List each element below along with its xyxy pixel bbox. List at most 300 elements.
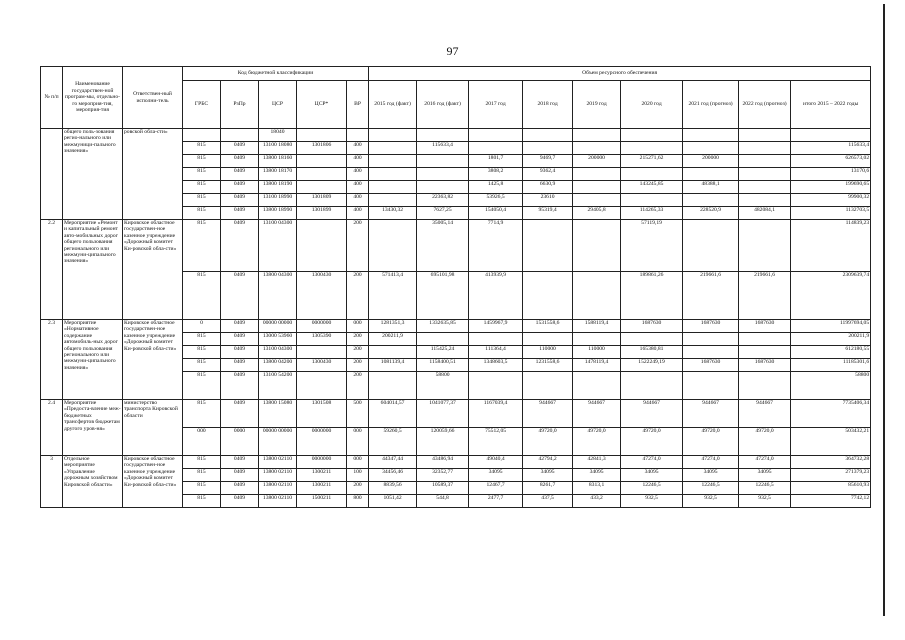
year-value-cell: 75512,05 [469,428,523,456]
year-value-cell: 154050,4 [469,207,523,220]
code-csr-cell: 13100 18080 [259,142,297,155]
code-rzpr-cell: 0409 [221,456,259,469]
code-vr-cell: 500 [347,400,369,428]
total-value-cell: 58800 [791,372,871,400]
code-csr-cell: 13100 54200 [259,372,297,400]
year-value-cell [573,129,621,142]
code-csr-cell: 13800 15080 [259,400,297,428]
year-value-cell: 1687630 [739,320,791,333]
year-value-cell [573,194,621,207]
year-value-cell [739,346,791,359]
page-number: 97 [446,44,459,58]
year-value-cell: 944667 [621,400,683,428]
year-value-cell: 143245,85 [621,181,683,194]
year-value-cell: 8839,56 [369,482,417,495]
year-value-cell: 1425,8 [469,181,523,194]
year-value-cell: 413939,9 [469,272,523,320]
code-grbs-cell: 815 [183,456,221,469]
year-value-cell [621,194,683,207]
year-value-cell [417,181,469,194]
total-value-cell: 200211,9 [791,333,871,346]
section-no-cell: 2.3 [41,320,63,400]
code-vr-cell: 400 [347,168,369,181]
year-value-cell: 34095 [683,469,739,482]
code-rzpr-cell: 0409 [221,194,259,207]
year-value-cell: 29405,8 [573,207,621,220]
header-grbs: ГРБС [183,81,221,129]
header-year-2021: 2021 год (прогноз) [683,81,739,129]
year-value-cell: 49720,0 [739,428,791,456]
code-csr2-cell [297,155,347,168]
code-vr-cell: 200 [347,346,369,359]
year-value-cell: 1522249,19 [621,359,683,372]
year-value-cell: 49720,0 [573,428,621,456]
header-year-2017: 2017 год [469,81,523,129]
section-name-cell: общего поль-зования регио-нального или межмуници-пального значения» [63,129,123,220]
year-value-cell: 10589,37 [417,482,469,495]
year-value-cell: 12246,5 [739,482,791,495]
year-value-cell [469,129,523,142]
header-number: № п/п [41,67,63,129]
code-csr2-cell [297,346,347,359]
year-value-cell [573,333,621,346]
code-csr-cell: 18040 [259,129,297,142]
code-csr-cell: 13800 02110 [259,482,297,495]
year-value-cell: 34095 [621,469,683,482]
table-row [41,129,871,142]
total-value-cell: 503432,21 [791,428,871,456]
table-body [41,129,871,508]
year-value-cell: 114265,33 [621,207,683,220]
year-value-cell [369,346,417,359]
year-value-cell: 944667 [683,400,739,428]
year-value-cell: 43486,94 [417,456,469,469]
code-vr-cell: 400 [347,194,369,207]
code-grbs-cell: 815 [183,469,221,482]
year-value-cell: 12467,7 [469,482,523,495]
year-value-cell: 219661,6 [739,272,791,320]
header-budget-code-group: Код бюджетной классификации [183,67,369,81]
year-value-cell: 1348603,5 [469,359,523,372]
code-vr-cell: 000 [347,428,369,456]
year-value-cell: 53926,5 [469,194,523,207]
code-csr-cell: 13100 04300 [259,220,297,272]
year-value-cell [469,372,523,400]
code-grbs-cell: 815 [183,346,221,359]
code-csr2-cell: 0000000 [297,428,347,456]
year-value-cell: 9469,7 [523,155,573,168]
year-value-cell: 695101,98 [417,272,469,320]
code-csr2-cell [297,181,347,194]
year-value-cell: 437,5 [523,495,573,508]
code-csr2-cell: 0000000 [297,320,347,333]
year-value-cell [369,194,417,207]
year-value-cell [573,220,621,272]
code-csr-cell: 13800 18170 [259,168,297,181]
year-value-cell: 482084,1 [739,207,791,220]
year-value-cell: 47274,0 [621,456,683,469]
year-value-cell: 49720,0 [621,428,683,456]
year-value-cell [739,168,791,181]
year-value-cell [683,129,739,142]
year-value-cell: 165380,81 [621,346,683,359]
header-year-2015: 2015 год (факт) [369,81,417,129]
code-csr2-cell [297,220,347,272]
year-value-cell: 189861,26 [621,272,683,320]
section-resp-cell: Кировское областное государствен-ное казенное учреждение «Дорожный комитет Ки-ровской обла-сти» [123,320,183,400]
code-grbs-cell: 815 [183,333,221,346]
year-value-cell: 34095 [469,469,523,482]
year-value-cell: 42841,3 [573,456,621,469]
total-value-cell: 2309639,74 [791,272,871,320]
total-value-cell: 114839,23 [791,220,871,272]
total-value-cell: 7735406,34 [791,400,871,428]
code-csr2-cell: 1301508 [297,400,347,428]
code-csr2-cell: 1301806 [297,142,347,155]
header-year-2019: 2019 год [573,81,621,129]
year-value-cell: 932,5 [621,495,683,508]
code-grbs-cell: 0 [183,320,221,333]
year-value-cell [523,272,573,320]
year-value-cell: 115633,4 [417,142,469,155]
section-no-cell: 2.2 [41,220,63,320]
year-value-cell: 34095 [573,469,621,482]
code-csr-cell: 13100 18990 [259,194,297,207]
code-csr2-cell: 0000000 [297,456,347,469]
year-value-cell: 111364,4 [469,346,523,359]
code-grbs-cell: 815 [183,194,221,207]
section-resp-cell: министерство транспорта Кировской области [123,400,183,456]
table-row [41,456,871,469]
year-value-cell: 95319,4 [523,207,573,220]
code-rzpr-cell: 0409 [221,320,259,333]
year-value-cell: 34095 [739,469,791,482]
table-row [41,220,871,272]
header-rzpr: РзПр [221,81,259,129]
year-value-cell: 8261,7 [523,482,573,495]
year-value-cell [523,372,573,400]
total-value-cell: 7742,12 [791,495,871,508]
table-row [41,320,871,333]
total-value-cell: 13170,6 [791,168,871,181]
year-value-cell: 1531558,6 [523,320,573,333]
year-value-cell: 219661,6 [683,272,739,320]
year-value-cell [523,129,573,142]
year-value-cell: 7714,9 [469,220,523,272]
code-grbs-cell: 815 [183,400,221,428]
code-rzpr-cell: 0409 [221,207,259,220]
year-value-cell: 47274,0 [683,456,739,469]
year-value-cell: 1687630 [683,359,739,372]
year-value-cell [739,372,791,400]
year-value-cell: 42794,2 [523,456,573,469]
year-value-cell: 1167039,4 [469,400,523,428]
year-value-cell: 34456,46 [369,469,417,482]
year-value-cell: 1281351,3 [369,320,417,333]
year-value-cell [369,372,417,400]
section-name-cell: Мероприятие «Предоста-вление меж-бюджетных трансфертов бюджетам другого уров-ня» [63,400,123,456]
year-value-cell: 1051,42 [369,495,417,508]
year-value-cell: 34095 [523,469,573,482]
year-value-cell [523,220,573,272]
code-csr2-cell [297,168,347,181]
year-value-cell [417,168,469,181]
year-value-cell: 1588119,4 [573,320,621,333]
year-value-cell [621,372,683,400]
year-value-cell [369,168,417,181]
total-value-cell: 612180,55 [791,346,871,359]
section-name-cell: Мероприятие «Нормативное содержание автомобиль-ных дорог общего пользования регионального или межмуни-ципального значения» [63,320,123,400]
header-year-2016: 2016 год (факт) [417,81,469,129]
code-vr-cell: 400 [347,207,369,220]
code-csr-cell: 00000 00000 [259,428,297,456]
section-name-cell: Отдельное мероприятие «Управление дорожным хозяйством Кировской области» [63,456,123,508]
year-value-cell [523,333,573,346]
year-value-cell: 7627,25 [417,207,469,220]
year-value-cell [739,129,791,142]
year-value-cell [739,194,791,207]
code-vr-cell: 400 [347,142,369,155]
code-csr-cell: 13800 04200 [259,359,297,372]
code-csr-cell: 13100 04300 [259,346,297,359]
code-grbs-cell: 815 [183,495,221,508]
year-value-cell: 47274,0 [739,456,791,469]
code-grbs-cell [183,129,221,142]
code-rzpr-cell: 0409 [221,333,259,346]
code-grbs-cell: 815 [183,220,221,272]
code-csr-cell: 13800 02110 [259,469,297,482]
year-value-cell [369,220,417,272]
table-header [41,67,871,129]
year-value-cell: 12246,5 [621,482,683,495]
year-value-cell [621,142,683,155]
code-rzpr-cell: 0409 [221,469,259,482]
page-edge-line [883,4,885,616]
code-vr-cell: 200 [347,372,369,400]
year-value-cell: 58800 [417,372,469,400]
year-value-cell: 35005,14 [417,220,469,272]
year-value-cell: 1687630 [739,359,791,372]
year-value-cell [523,142,573,155]
code-vr-cell: 000 [347,456,369,469]
total-value-cell: 11185301,6 [791,359,871,372]
code-vr-cell: 200 [347,482,369,495]
year-value-cell: 944667 [573,400,621,428]
year-value-cell: 6630,9 [523,181,573,194]
code-vr-cell: 200 [347,333,369,346]
header-vr: ВР [347,81,369,129]
year-value-cell: 1459967,9 [469,320,523,333]
year-value-cell [683,333,739,346]
year-value-cell [683,168,739,181]
header-resource-volume-group: Объем ресурсного обеспечения [369,67,871,81]
header-year-2018: 2018 год [523,81,573,129]
year-value-cell: 44347,44 [369,456,417,469]
code-vr-cell: 200 [347,272,369,320]
year-value-cell: 200000 [573,155,621,168]
code-csr-cell: 13800 18990 [259,207,297,220]
header-total: итого 2015 – 2022 годы [791,81,871,129]
year-value-cell: 544,8 [417,495,469,508]
header-year-2020: 2020 год [621,81,683,129]
code-rzpr-cell [221,129,259,142]
total-value-cell: 271379,23 [791,469,871,482]
code-grbs-cell: 815 [183,155,221,168]
year-value-cell [621,333,683,346]
total-value-cell: 115633,4 [791,142,871,155]
year-value-cell: 57119,19 [621,220,683,272]
year-value-cell [417,155,469,168]
year-value-cell: 12246,5 [683,482,739,495]
year-value-cell: 2477,7 [469,495,523,508]
year-value-cell: 944667 [739,400,791,428]
year-value-cell: 22363,82 [417,194,469,207]
section-resp-cell: Кировское областное государствен-ное казенное учреждение «Дорожный комитет Ки-ровской обла-сти» [123,456,183,508]
code-rzpr-cell: 0409 [221,400,259,428]
total-value-cell [791,129,871,142]
year-value-cell: 120059,66 [417,428,469,456]
year-value-cell [621,168,683,181]
table-row [41,400,871,428]
section-no-cell [41,129,63,220]
code-vr-cell: 000 [347,320,369,333]
year-value-cell: 59260,5 [369,428,417,456]
code-rzpr-cell: 0409 [221,482,259,495]
code-grbs-cell: 000 [183,428,221,456]
year-value-cell [469,142,523,155]
code-grbs-cell: 815 [183,181,221,194]
code-vr-cell: 200 [347,359,369,372]
code-rzpr-cell: 0409 [221,372,259,400]
year-value-cell: 23610 [523,194,573,207]
total-value-cell: 85610,93 [791,482,871,495]
year-value-cell [683,220,739,272]
section-no-cell: 2.4 [41,400,63,456]
year-value-cell [573,372,621,400]
year-value-cell [573,168,621,181]
code-csr2-cell: 1300211 [297,482,347,495]
year-value-cell: 8313,1 [573,482,621,495]
year-value-cell: 215271,62 [621,155,683,168]
year-value-cell [683,142,739,155]
year-value-cell: 1041077,37 [417,400,469,428]
code-grbs-cell: 815 [183,272,221,320]
code-vr-cell: 400 [347,181,369,194]
year-value-cell: 200000 [683,155,739,168]
code-csr-cell: 13800 18190 [259,181,297,194]
code-rzpr-cell: 0409 [221,155,259,168]
code-grbs-cell: 815 [183,142,221,155]
code-rzpr-cell: 0000 [221,428,259,456]
code-rzpr-cell: 0409 [221,181,259,194]
year-value-cell: 1687630 [621,320,683,333]
code-csr2-cell [297,372,347,400]
code-csr-cell: 13800 02110 [259,495,297,508]
year-value-cell: 228520,9 [683,207,739,220]
code-rzpr-cell: 0409 [221,359,259,372]
year-value-cell [417,129,469,142]
code-grbs-cell: 815 [183,168,221,181]
year-value-cell: 944667 [523,400,573,428]
header-csr: ЦСР [259,81,297,129]
code-vr-cell: 100 [347,469,369,482]
year-value-cell: 571413,4 [369,272,417,320]
year-value-cell: 49720,0 [683,428,739,456]
year-value-cell: 932,5 [683,495,739,508]
total-value-cell: 99900,32 [791,194,871,207]
code-csr2-cell: 1301809 [297,194,347,207]
code-vr-cell: 800 [347,495,369,508]
year-value-cell: 433,2 [573,495,621,508]
header-year-2022: 2022 год (прогноз) [739,81,791,129]
total-value-cell: 11997694,05 [791,320,871,333]
code-csr2-cell: 1300430 [297,272,347,320]
year-value-cell: 110000 [573,346,621,359]
total-value-cell: 1132703,5 [791,207,871,220]
year-value-cell: 1478119,4 [573,359,621,372]
year-value-cell: 1158400,51 [417,359,469,372]
year-value-cell [573,272,621,320]
year-value-cell [739,333,791,346]
section-name-cell: Мероприятие «Ремонт и капитальный ремонт авто-мобильных дорог общего пользования регионального или межмуни-ципального значения» [63,220,123,320]
year-value-cell: 1332635,85 [417,320,469,333]
budget-table [40,66,871,508]
year-value-cell [573,181,621,194]
code-csr-cell: 13800 04300 [259,272,297,320]
code-grbs-cell: 815 [183,482,221,495]
code-rzpr-cell: 0409 [221,220,259,272]
year-value-cell [469,333,523,346]
year-value-cell: 1801,7 [469,155,523,168]
year-value-cell: 32352,77 [417,469,469,482]
year-value-cell [621,129,683,142]
year-value-cell [369,181,417,194]
year-value-cell: 604014,57 [369,400,417,428]
section-resp-cell: ровской обла-сти» [123,129,183,220]
year-value-cell: 49720,0 [523,428,573,456]
year-value-cell: 3808,2 [469,168,523,181]
section-no-cell: 3 [41,456,63,508]
year-value-cell [739,181,791,194]
code-vr-cell [347,129,369,142]
section-resp-cell: Кировское областное государствен-ное казенное учреждение «Дорожный комитет Ки-ровской обла-сти» [123,220,183,320]
code-csr2-cell: 1301899 [297,207,347,220]
header-name: Наименование государствен-ной програм-мы, отдельно-го мероприя-тия, мероприя-тия [63,67,123,129]
year-value-cell [683,194,739,207]
year-value-cell [739,155,791,168]
year-value-cell [739,142,791,155]
year-value-cell: 9362,4 [523,168,573,181]
code-vr-cell: 200 [347,220,369,272]
code-csr2-cell: 1500211 [297,495,347,508]
year-value-cell: 1687630 [683,320,739,333]
total-value-cell: 364732,28 [791,456,871,469]
year-value-cell: 48388,1 [683,181,739,194]
code-rzpr-cell: 0409 [221,142,259,155]
year-value-cell: 110000 [523,346,573,359]
total-value-cell: 626573,02 [791,155,871,168]
year-value-cell [683,372,739,400]
code-rzpr-cell: 0409 [221,168,259,181]
year-value-cell: 1081139,4 [369,359,417,372]
year-value-cell: 932,5 [739,495,791,508]
year-value-cell: 1231558,6 [523,359,573,372]
year-value-cell: 200211,9 [369,333,417,346]
code-csr-cell: 13800 02110 [259,456,297,469]
code-rzpr-cell: 0409 [221,346,259,359]
header-csr-star: ЦСР* [297,81,347,129]
year-value-cell [369,129,417,142]
